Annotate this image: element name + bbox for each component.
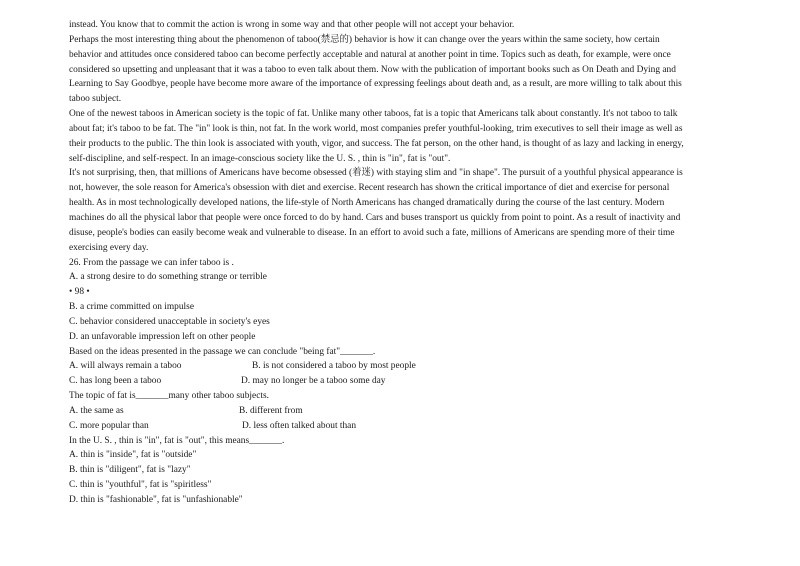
paragraph-taboo-change	[69, 33, 729, 107]
option-a: A. a strong desire to do something strange or terrible	[69, 272, 267, 283]
passage-line: taboo subject.	[69, 94, 122, 105]
page-number: • 98 •	[69, 287, 90, 298]
passage-line: disuse, people's bodies can easily become weak and vulnerable to disease. In an effort to avoid such a fate, millions of Americans are spending more of their time	[69, 227, 675, 238]
paragraph-fat-taboo	[69, 107, 729, 166]
option-c: C. thin is "youthful", fat is "spiritless"	[69, 480, 212, 491]
option-row	[69, 404, 729, 419]
question-stem: Based on the ideas presented in the passage we can conclude "being fat"_______.	[69, 346, 376, 357]
option-b: B. is not considered a taboo by most people	[252, 361, 416, 372]
question-27	[69, 345, 729, 390]
passage	[69, 18, 729, 256]
passage-line: One of the newest taboos in American society is the topic of fat. Unlike many other taboos, fat is a topic that Americans talk about constantly. It's not taboo to talk	[69, 109, 678, 120]
passage-line: about fat; it's taboo to be fat. The "in" look is thin, not fat. In the work world, most companies prefer youthful-looking, trim executives to sell their image as well as	[69, 123, 683, 134]
option-d: D. an unfavorable impression left on other people	[69, 331, 256, 342]
option-b: B. a crime committed on impulse	[69, 302, 194, 313]
passage-line: instead. You know that to commit the action is wrong in some way and that other people will not accept your behavior.	[69, 20, 515, 30]
option-c: C. behavior considered unacceptable in society's eyes	[69, 316, 270, 327]
option-row	[69, 359, 729, 374]
option-d: D. may no longer be a taboo some day	[241, 376, 386, 387]
option-a: A. the same as	[69, 405, 124, 416]
passage-line: considered so upsetting and unpleasant that it was a taboo to even talk about them. Now with the publication of important books such as On Death and Dying and	[69, 64, 676, 75]
passage-line: Learning to Say Goodbye, people have become more aware of the importance of expressing feelings about death and, as a result, are more willing to talk about this	[69, 79, 682, 90]
passage-line: exercising every day.	[69, 242, 149, 253]
passage-line: health. As in most technologically developed nations, the life-style of North Americans has changed dramatically during the course of the last century. Modern	[69, 198, 665, 209]
passage-line: not, however, the sole reason for America's obsession with diet and exercise. Recent research has shown the critical importance of diet and exercise for personal	[69, 183, 670, 194]
option-b: B. different from	[239, 405, 303, 416]
question-29	[69, 434, 729, 508]
paragraph-obsession	[69, 166, 729, 255]
option-row	[69, 374, 729, 389]
option-c: C. has long been a taboo	[69, 376, 162, 387]
document-page	[69, 18, 729, 508]
passage-line: It's not surprising, then, that millions of Americans have become obsessed (着迷) with staying slim and "in shape". The pursuit of a youthful physical appearance is	[69, 168, 683, 179]
option-c: C. more popular than	[69, 420, 149, 431]
option-a: A. thin is "inside", fat is "outside"	[69, 450, 197, 461]
question-26	[69, 256, 729, 345]
question-stem: In the U. S. , thin is "in", fat is "out", this means_______.	[69, 435, 285, 446]
passage-line: machines do all the physical labor that people were once forced to do by hand. Cars and buses transport us quickly from point to point. As a result of inactivity and	[69, 212, 681, 223]
option-row	[69, 419, 729, 434]
passage-line: behavior and attitudes once considered taboo can become perfectly acceptable and natural at another point in time. Topics such as death, for example, were once	[69, 49, 671, 60]
passage-line: self-discipline, and self-respect. In an image-conscious society like the U. S. , thin is "in", fat is "out".	[69, 153, 451, 164]
question-stem: 26. From the passage we can infer taboo is .	[69, 257, 234, 268]
option-d: D. thin is "fashionable", fat is "unfashionable"	[69, 495, 243, 505]
passage-line: their products to the public. The thin look is associated with youth, vigor, and success. The fat person, on the other hand, is thought of as lazy and lacking in energy,	[69, 138, 684, 149]
option-a: A. will always remain a taboo	[69, 361, 182, 372]
option-b: B. thin is "diligent", fat is "lazy"	[69, 465, 191, 476]
option-d: D. less often talked about than	[242, 420, 357, 431]
question-stem: The topic of fat is_______many other taboo subjects.	[69, 391, 269, 402]
passage-line: Perhaps the most interesting thing about the phenomenon of taboo(禁忌的) behavior is how it can change over the years within the same society, how certain	[69, 34, 660, 45]
question-28	[69, 389, 729, 434]
